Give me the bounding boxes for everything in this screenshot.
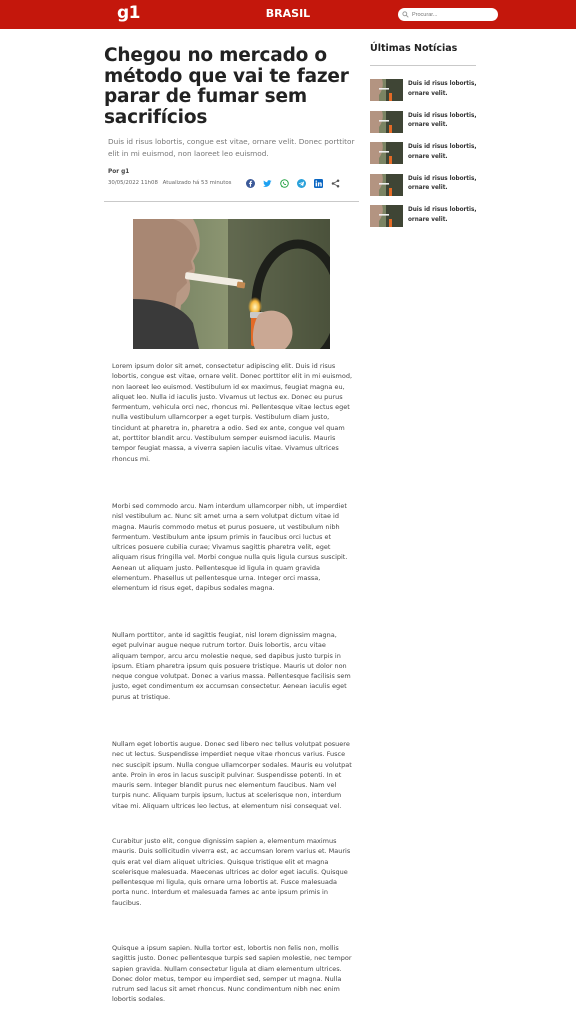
latest-news-title: Últimas Notícias (370, 43, 458, 54)
telegram-icon[interactable] (295, 177, 307, 189)
sidebar-divider (370, 65, 476, 66)
article-paragraph: Lorem ipsum dolor sit amet, consectetur adipiscing elit. Duis id risus lobortis, congue est vitae, ornare velit. Donec porttitor elit in mi euismod, non laoreet leo euismod. Vestibulum id ex maximus, feugiat magna eu, aliquet leo. Nulla id iaculis justo. Vivamus ut lectus ex. Donec eu purus fermentum, vehicula orci nec, rhoncus mi. Pellentesque vitae lectus eget nulla vestibulum ullamcorper a eget turpis. Vestibulum diam justo, tincidunt at pharetra in, pharetra a odio. Sed ex ante, congue vel quam at, porttitor blandit arcu. Vestibulum semper euismod iaculis. Mauris tempor feugiat massa, a viverra sapien iaculis vitae. Vivamus ultrices rhoncus mi. (112, 362, 353, 463)
article-byline: Por g1 (108, 169, 130, 175)
news-title[interactable]: Duis id risus lobortis, ornare velit. (408, 81, 477, 97)
facebook-icon[interactable] (244, 177, 256, 189)
news-title[interactable]: Duis id risus lobortis, ornare velit. (408, 144, 477, 160)
g1-logo[interactable]: g1 (117, 3, 140, 23)
share-bar (244, 177, 341, 189)
news-item[interactable] (370, 205, 480, 237)
news-title[interactable]: Duis id risus lobortis, ornare velit. (408, 175, 477, 191)
article-paragraph: Morbi sed commodo arcu. Nam interdum ullamcorper nibh, ut imperdiet nisl vestibulum ac. Nunc sit amet urna a sem volutpat dictum vitae id magna. Mauris commodo metus et purus posuere, ut vestibulum nibh fermentum. Vestibulum ante ipsum primis in faucibus orci luctus et ultrices posuere cubilia curae; Vivamus sagittis pharetra velit, eget aliquam risus fringilla vel. Morbi congue nulla quis ligula cursus suscipit. Aenean ut aliquam justo. Pellentesque id ligula in quam gravida elementum. Phasellus ut pellentesque urna. Integer orci massa, elementum id risus eget, dapibus sodales magna. (112, 502, 348, 593)
search-box[interactable] (398, 8, 498, 21)
news-title[interactable]: Duis id risus lobortis, ornare velit. (408, 207, 477, 223)
news-item[interactable] (370, 142, 480, 174)
article-paragraph: Nullam eget lobortis augue. Donec sed libero nec tellus volutpat posuere nec ut lectus. Suspendisse imperdiet neque vitae rhoncus varius. Fusce nec suscipit ipsum. Nulla congue ullamcorper sodales. Mauris eu volutpat ante. Proin in eros in lacus suscipit pulvinar. Suspendisse potenti. In et mauris sem. Integer blandit purus nec elementum faucibus. Nam vel turpis nunc. Aliquam turpis ipsum, luctus at scelerisque non, interdum vitae mi. Aliquam ultrices leo lectus, at elementum nisi consequat vel. (112, 740, 352, 810)
news-thumbnail[interactable] (370, 79, 403, 101)
news-thumbnail[interactable] (370, 205, 403, 227)
top-bar (0, 0, 576, 29)
linkedin-icon[interactable] (312, 177, 324, 189)
publish-date: 30/05/2022 11h08 (108, 180, 158, 186)
twitter-icon[interactable] (261, 177, 273, 189)
article-dateline (108, 180, 231, 186)
news-item[interactable] (370, 111, 480, 143)
whatsapp-icon[interactable] (278, 177, 290, 189)
article-subtitle: Duis id risus lobortis, congue est vitae, ornare velit. Donec porttitor elit in mi euismod, non laoreet leo euismod. (108, 137, 355, 158)
search-icon (402, 11, 409, 18)
article-headline: Chegou no mercado o método que vai te fazer parar de fumar sem sacrifícios (104, 45, 349, 128)
article-paragraph: Nullam porttitor, ante id sagittis feugiat, nisl lorem dignissim magna, eget pulvinar augue neque rutrum tortor. Duis lobortis, arcu vitae aliquam tempor, arcu arcu molestie neque, sed dapibus justo turpis in ipsum. Etiam pharetra ipsum quis posuere tristique. Mauris ut dolor non neque congue volutpat. Donec a varius massa. Pellentesque facilisis sem justo, eget condimentum ex accumsan consectetur. Aenean iaculis eget purus at tristique. (112, 631, 351, 701)
article-paragraph: Curabitur justo elit, congue dignissim sapien a, elementum maximus mauris. Duis sollicitudin viverra est, ac accumsan lorem varius et. Mauris quis erat vel diam aliquet ultricies. Quisque tristique elit et magna scelerisque malesuada. Maecenas ultrices ac dolor eget iaculis. Quisque pellentesque mi ligula, quis ornare urna lobortis at. Fusce malesuada porta nunc. Interdum et malesuada fames ac ante ipsum primis in faucibus. (112, 837, 351, 907)
article-paragraph: Quisque a ipsum sapien. Nulla tortor est, lobortis non felis non, mollis sagittis justo. Donec pellentesque turpis sed sapien molestie, nec tempor sapien gravida. Nullam consectetur ligula at diam elementum ultrices. Donec dolor metus, tempor eu imperdiet sed, semper ut magna. Nulla rutrum sed lacus sit amet rhoncus. Nunc condimentum nibh nec enim lobortis sodales. (112, 944, 352, 1004)
news-title[interactable]: Duis id risus lobortis, ornare velit. (408, 112, 477, 128)
news-thumbnail[interactable] (370, 111, 403, 133)
search-input[interactable] (412, 12, 492, 18)
news-item[interactable] (370, 79, 480, 111)
latest-news-list (370, 79, 480, 237)
news-item[interactable] (370, 174, 480, 206)
article-photo (133, 219, 330, 349)
section-title[interactable]: BRASIL (265, 7, 311, 20)
share-icon[interactable] (329, 177, 341, 189)
updated-time: Atualizado há 53 minutos (162, 180, 232, 186)
news-thumbnail[interactable] (370, 142, 403, 164)
news-thumbnail[interactable] (370, 174, 403, 196)
header-divider (104, 201, 359, 202)
